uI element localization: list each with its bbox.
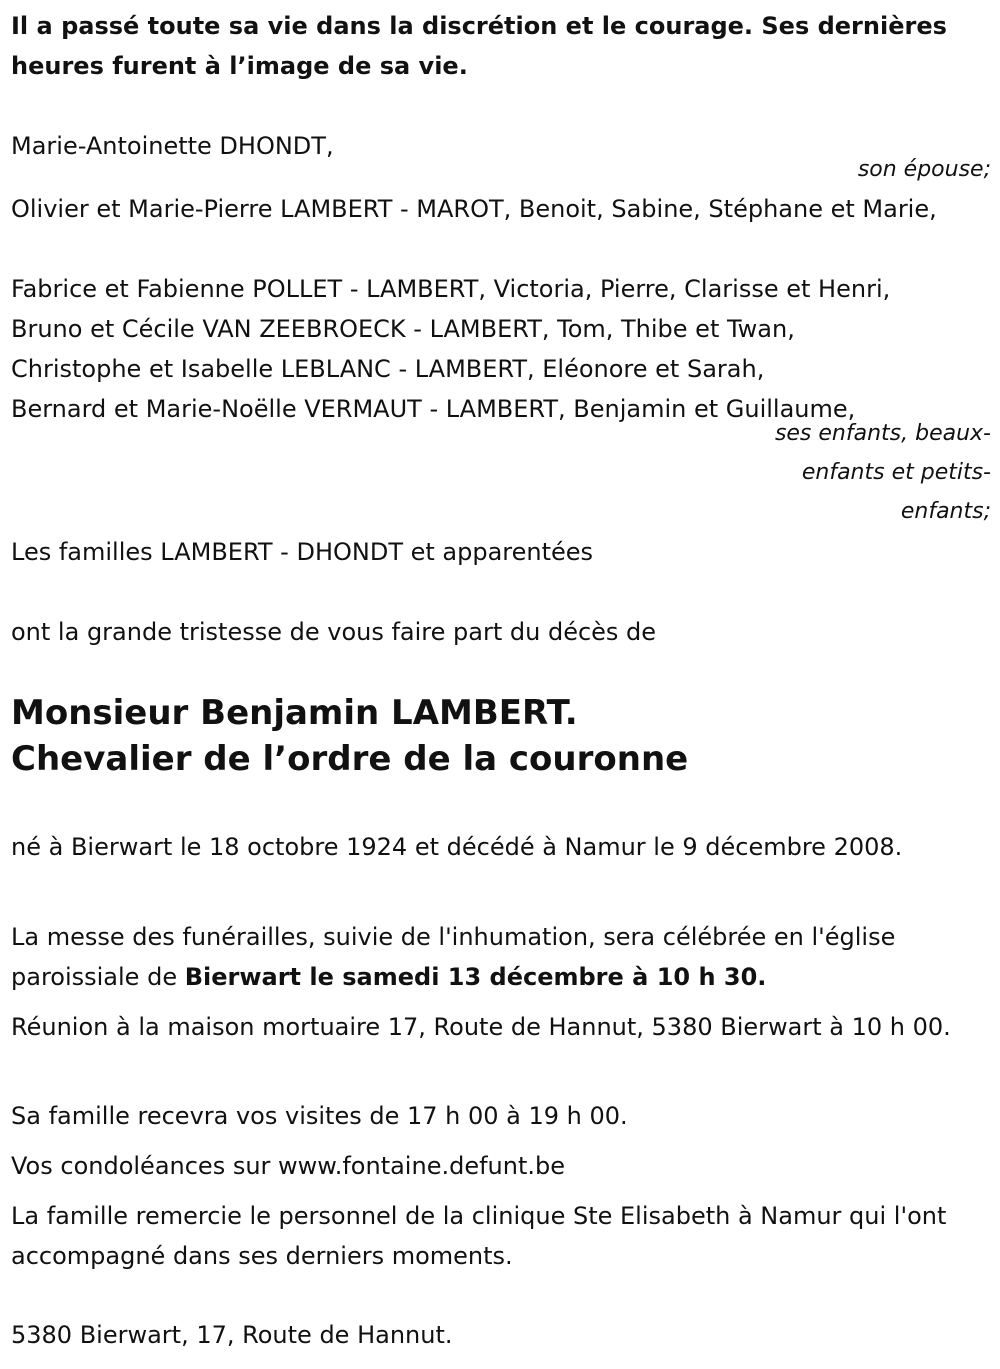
funeral-prefix: La messe des funérailles, suivie de l'inhumation, sera célébrée en l'église paroissiale de bbox=[11, 923, 896, 991]
child-family-2: Fabrice et Fabienne POLLET - LAMBERT, Victoria, Pierre, Clarisse et Henri, bbox=[11, 275, 891, 303]
child-family-1: Olivier et Marie-Pierre LAMBERT - MAROT, Benoit, Sabine, Stéphane et Marie, bbox=[11, 195, 937, 223]
spouse-name: Marie-Antoinette DHONDT, bbox=[11, 132, 334, 160]
child-family-5: Bernard et Marie-Noëlle VERMAUT - LAMBERT, Benjamin et Guillaume, bbox=[11, 395, 856, 423]
children-role-line-1: ses enfants, beaux- bbox=[774, 421, 991, 446]
thanks-text: La famille remercie le personnel de la clinique Ste Elisabeth à Namur qui l'ont accompagné dans ses derniers moments. bbox=[11, 1202, 947, 1270]
child-family-4: Christophe et Isabelle LEBLANC - LAMBERT, Eléonore et Sarah, bbox=[11, 355, 765, 383]
visits-text: Sa famille recevra vos visites de 17 h 00 à 19 h 00. bbox=[11, 1102, 628, 1130]
intro-text: Il a passé toute sa vie dans la discrétion et le courage. Ses dernières heures furent à l’image de sa vie. bbox=[11, 12, 947, 80]
condolences-text: Vos condoléances sur www.fontaine.defunt.be bbox=[11, 1152, 565, 1180]
spouse-role: son épouse; bbox=[857, 157, 991, 182]
children-role-line-3: enfants; bbox=[900, 499, 991, 524]
deceased-heading bbox=[11, 690, 688, 782]
deceased-name: Monsieur Benjamin LAMBERT. bbox=[11, 693, 578, 733]
funeral-text bbox=[11, 917, 991, 997]
child-family-3: Bruno et Cécile VAN ZEEBROECK - LAMBERT, Tom, Thibe et Twan, bbox=[11, 315, 795, 343]
families-line: Les familles LAMBERT - DHONDT et apparentées bbox=[11, 538, 594, 566]
deceased-title: Chevalier de l’ordre de la couronne bbox=[11, 739, 689, 779]
children-role-line-2: enfants et petits- bbox=[801, 460, 991, 485]
address-text: 5380 Bierwart, 17, Route de Hannut. bbox=[11, 1321, 453, 1349]
reunion-text: Réunion à la maison mortuaire 17, Route de Hannut, 5380 Bierwart à 10 h 00. bbox=[11, 1013, 951, 1041]
birth-death-text: né à Bierwart le 18 octobre 1924 et décédé à Namur le 9 décembre 2008. bbox=[11, 833, 903, 861]
announcement-line: ont la grande tristesse de vous faire part du décès de bbox=[11, 618, 657, 646]
funeral-emphasis: Bierwart le samedi 13 décembre à 10 h 30. bbox=[184, 963, 767, 991]
